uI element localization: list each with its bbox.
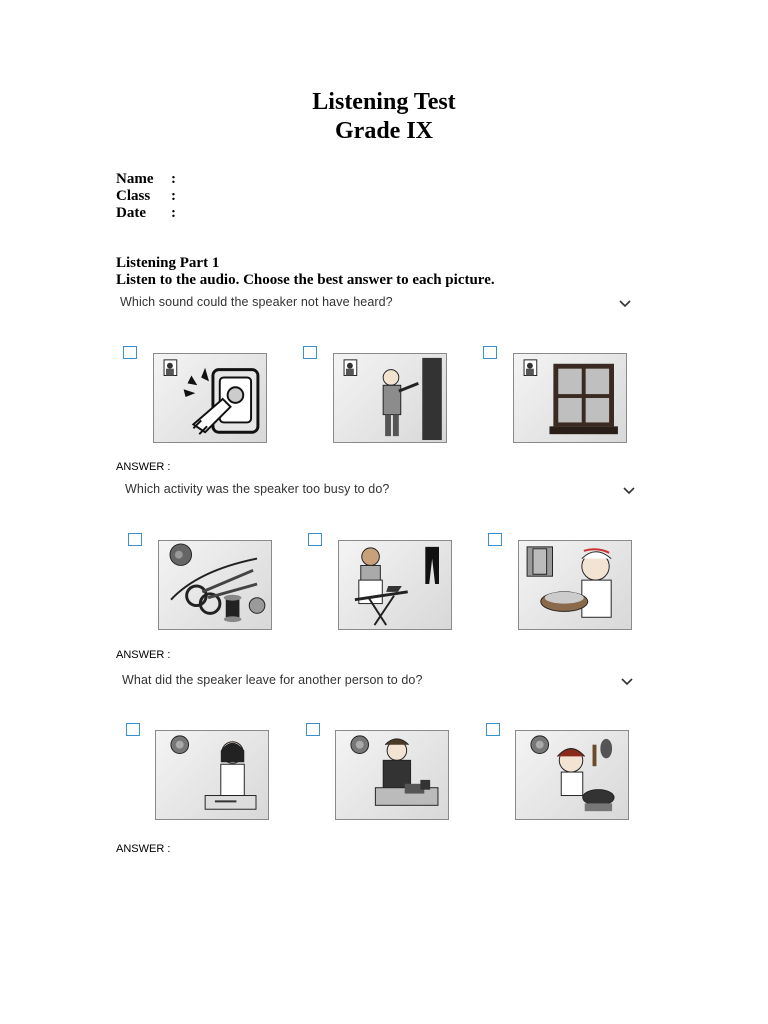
ironing-icon xyxy=(339,541,451,629)
chevron-down-icon[interactable] xyxy=(620,677,634,687)
chopping-icon xyxy=(156,731,268,819)
doorbell-press-icon xyxy=(154,354,266,442)
info-row-date xyxy=(116,205,176,222)
part-instruction: Listen to the audio. Choose the best answer to each picture. xyxy=(116,272,495,288)
part-heading: Listening Part 1 xyxy=(116,255,220,271)
option-2-3-picture[interactable] xyxy=(518,540,632,630)
info-sep: : xyxy=(171,205,176,221)
door-knock-icon xyxy=(334,354,446,442)
answer-2-label: ANSWER : xyxy=(116,649,171,661)
option-1-2-checkbox[interactable] xyxy=(303,346,317,359)
answer-1-label: ANSWER : xyxy=(116,461,171,473)
laundry-icon xyxy=(519,541,631,629)
option-3-3-picture[interactable] xyxy=(515,730,629,820)
option-2-2-checkbox[interactable] xyxy=(308,533,322,546)
cooking-icon xyxy=(516,731,628,819)
info-label-class: Class xyxy=(116,188,151,204)
option-3-1-picture[interactable] xyxy=(155,730,269,820)
option-1-3-checkbox[interactable] xyxy=(483,346,497,359)
student-info xyxy=(116,171,176,222)
washing-dishes-icon xyxy=(336,731,448,819)
info-sep: : xyxy=(171,188,176,204)
page-subtitle: Grade IX xyxy=(335,118,433,144)
option-3-2-picture[interactable] xyxy=(335,730,449,820)
question-3-text: What did the speaker leave for another person to do? xyxy=(122,673,423,687)
chevron-down-icon[interactable] xyxy=(622,486,636,496)
part-heading-block xyxy=(116,255,495,289)
answer-3-label: ANSWER : xyxy=(116,843,171,855)
option-2-3-checkbox[interactable] xyxy=(488,533,502,546)
question-1-text: Which sound could the speaker not have heard? xyxy=(120,295,393,309)
option-3-2-checkbox[interactable] xyxy=(306,723,320,736)
option-3-1-checkbox[interactable] xyxy=(126,723,140,736)
sewing-kit-icon xyxy=(159,541,271,629)
option-3-3-checkbox[interactable] xyxy=(486,723,500,736)
option-2-1-checkbox[interactable] xyxy=(128,533,142,546)
option-1-3-picture[interactable] xyxy=(513,353,627,443)
option-1-1-checkbox[interactable] xyxy=(123,346,137,359)
option-1-1-picture[interactable] xyxy=(153,353,267,443)
info-row-name xyxy=(116,171,176,188)
option-2-2-picture[interactable] xyxy=(338,540,452,630)
info-label-name: Name xyxy=(116,171,154,187)
info-sep: : xyxy=(171,171,176,187)
option-1-2-picture[interactable] xyxy=(333,353,447,443)
page-title: Listening Test xyxy=(312,89,456,115)
window-icon xyxy=(514,354,626,442)
question-2-text: Which activity was the speaker too busy to do? xyxy=(125,482,390,496)
option-2-1-picture[interactable] xyxy=(158,540,272,630)
info-row-class xyxy=(116,188,176,205)
chevron-down-icon[interactable] xyxy=(618,299,632,309)
info-label-date: Date xyxy=(116,205,146,221)
